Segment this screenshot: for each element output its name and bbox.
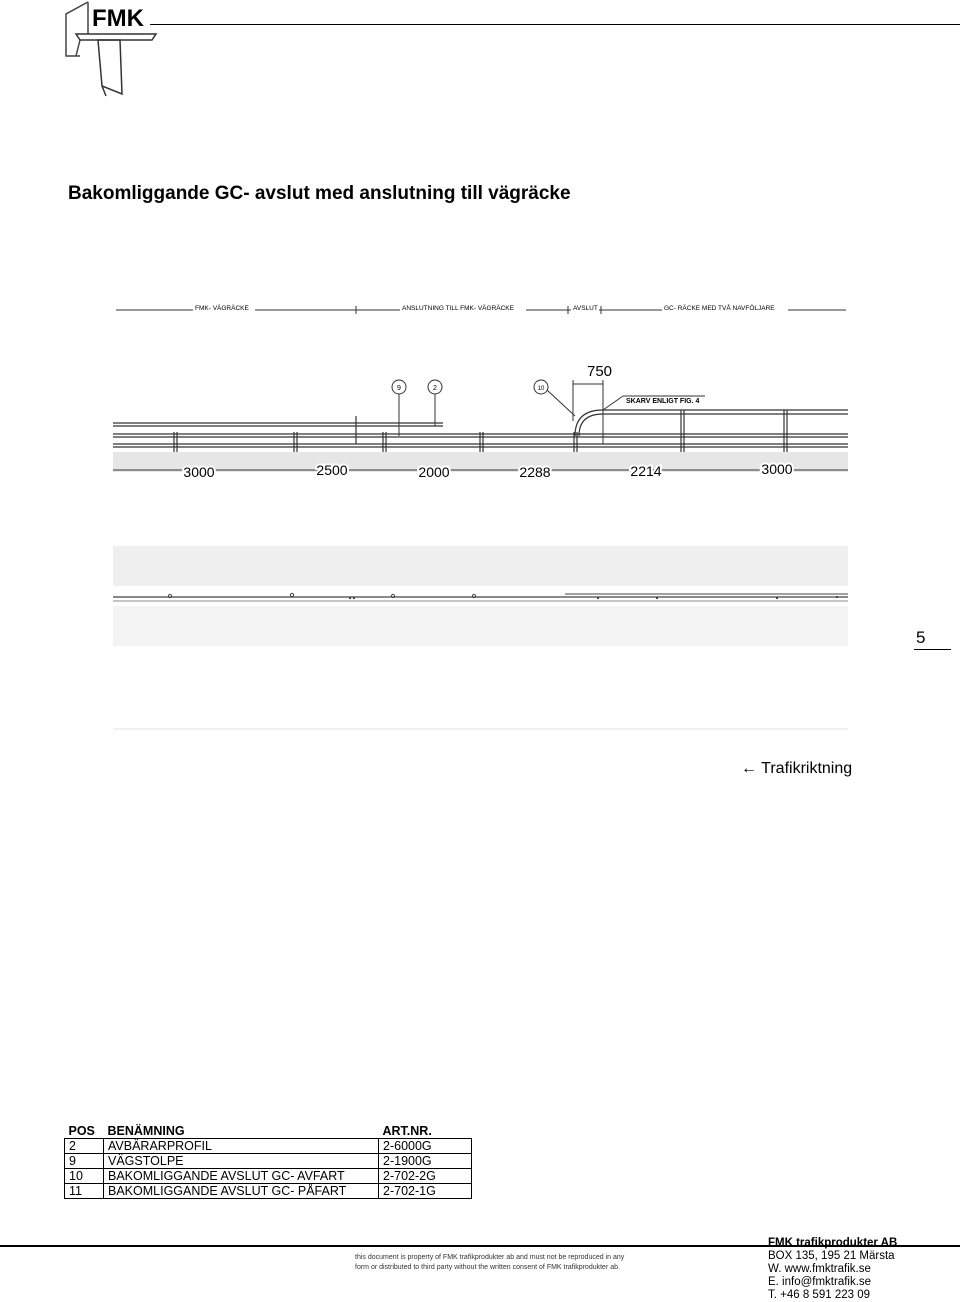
table-row (65, 1169, 472, 1184)
dimension-750: 750 (587, 363, 613, 380)
joint-note: SKARV ENLIGT FIG. 4 (626, 398, 700, 405)
svg-text:2: 2 (433, 385, 437, 392)
cell-artnr: 2-702-1G (379, 1184, 472, 1199)
guardrail-drawing (113, 296, 848, 736)
cell-artnr: 2-1900G (379, 1154, 472, 1169)
cell-name: AVBÄRARPROFIL (104, 1139, 379, 1154)
disclaimer-line-2: form or distributed to third party without the written consent of FMK trafikprodukter ab. (355, 1264, 620, 1271)
section-label-avslut: AVSLUT (573, 305, 598, 312)
cell-name: BAKOMLIGGANDE AVSLUT GC- AVFART (104, 1169, 379, 1184)
company-name: FMK trafikprodukter AB (768, 1237, 898, 1249)
section-label-fmk-vagracke: FMK- VÄGRÄCKE (195, 305, 249, 312)
section-label-gc-racke: GC- RÄCKE MED TVÅ NAVFÖLJARE (664, 305, 775, 312)
cell-artnr: 2-6000G (379, 1139, 472, 1154)
disclaimer-line-1: this document is property of FMK trafikprodukter ab and must not be reproduced in any (355, 1254, 625, 1261)
company-info (768, 1237, 897, 1302)
table-row (65, 1139, 472, 1154)
traffic-direction (741, 760, 852, 778)
header-pos: POS (65, 1124, 104, 1139)
table-row (65, 1184, 472, 1199)
spacing-4: 2288 (519, 464, 551, 480)
callout-9 (392, 380, 406, 436)
page-number: 5 (916, 628, 926, 647)
parts-table (64, 1124, 472, 1199)
spacing-1: 3000 (183, 464, 215, 480)
svg-text:9: 9 (397, 385, 401, 392)
cell-pos: 9 (65, 1154, 104, 1169)
cell-pos: 11 (65, 1184, 104, 1199)
spacing-3: 2000 (418, 464, 450, 480)
spacing-6: 3000 (761, 461, 793, 477)
page-number-rule (914, 649, 951, 650)
header-artnr: ART.NR. (379, 1124, 472, 1139)
left-arrow-icon: ← (741, 760, 757, 777)
table-row (65, 1154, 472, 1169)
callout-10 (534, 380, 575, 416)
table-header-row (65, 1124, 472, 1139)
footer-disclaimer (355, 1253, 624, 1273)
company-address: BOX 135, 195 21 Märsta (768, 1250, 895, 1262)
cell-name: VÄGSTOLPE (104, 1154, 379, 1169)
cell-name: BAKOMLIGGANDE AVSLUT GC- PÅFART (104, 1184, 379, 1199)
header-benamning: BENÄMNING (104, 1124, 379, 1139)
spacing-5: 2214 (630, 463, 662, 479)
cell-artnr: 2-702-2G (379, 1169, 472, 1184)
page-title: Bakomliggande GC- avslut med anslutning till vägräcke (68, 183, 571, 204)
callout-2 (428, 380, 442, 426)
company-phone: T. +46 8 591 223 09 (768, 1289, 870, 1301)
cell-pos: 10 (65, 1169, 104, 1184)
cell-pos: 2 (65, 1139, 104, 1154)
traffic-direction-label: Trafikriktning (761, 760, 853, 777)
svg-text:10: 10 (537, 386, 545, 392)
section-label-anslutning: ANSLUTNING TILL FMK- VÄGRÄCKE (402, 305, 514, 312)
company-web: W. www.fmktrafik.se (768, 1263, 871, 1275)
company-email: E. info@fmktrafik.se (768, 1276, 872, 1288)
logo-text: FMK (92, 5, 144, 32)
spacing-2: 2500 (316, 462, 348, 478)
logo-underline (150, 24, 960, 25)
